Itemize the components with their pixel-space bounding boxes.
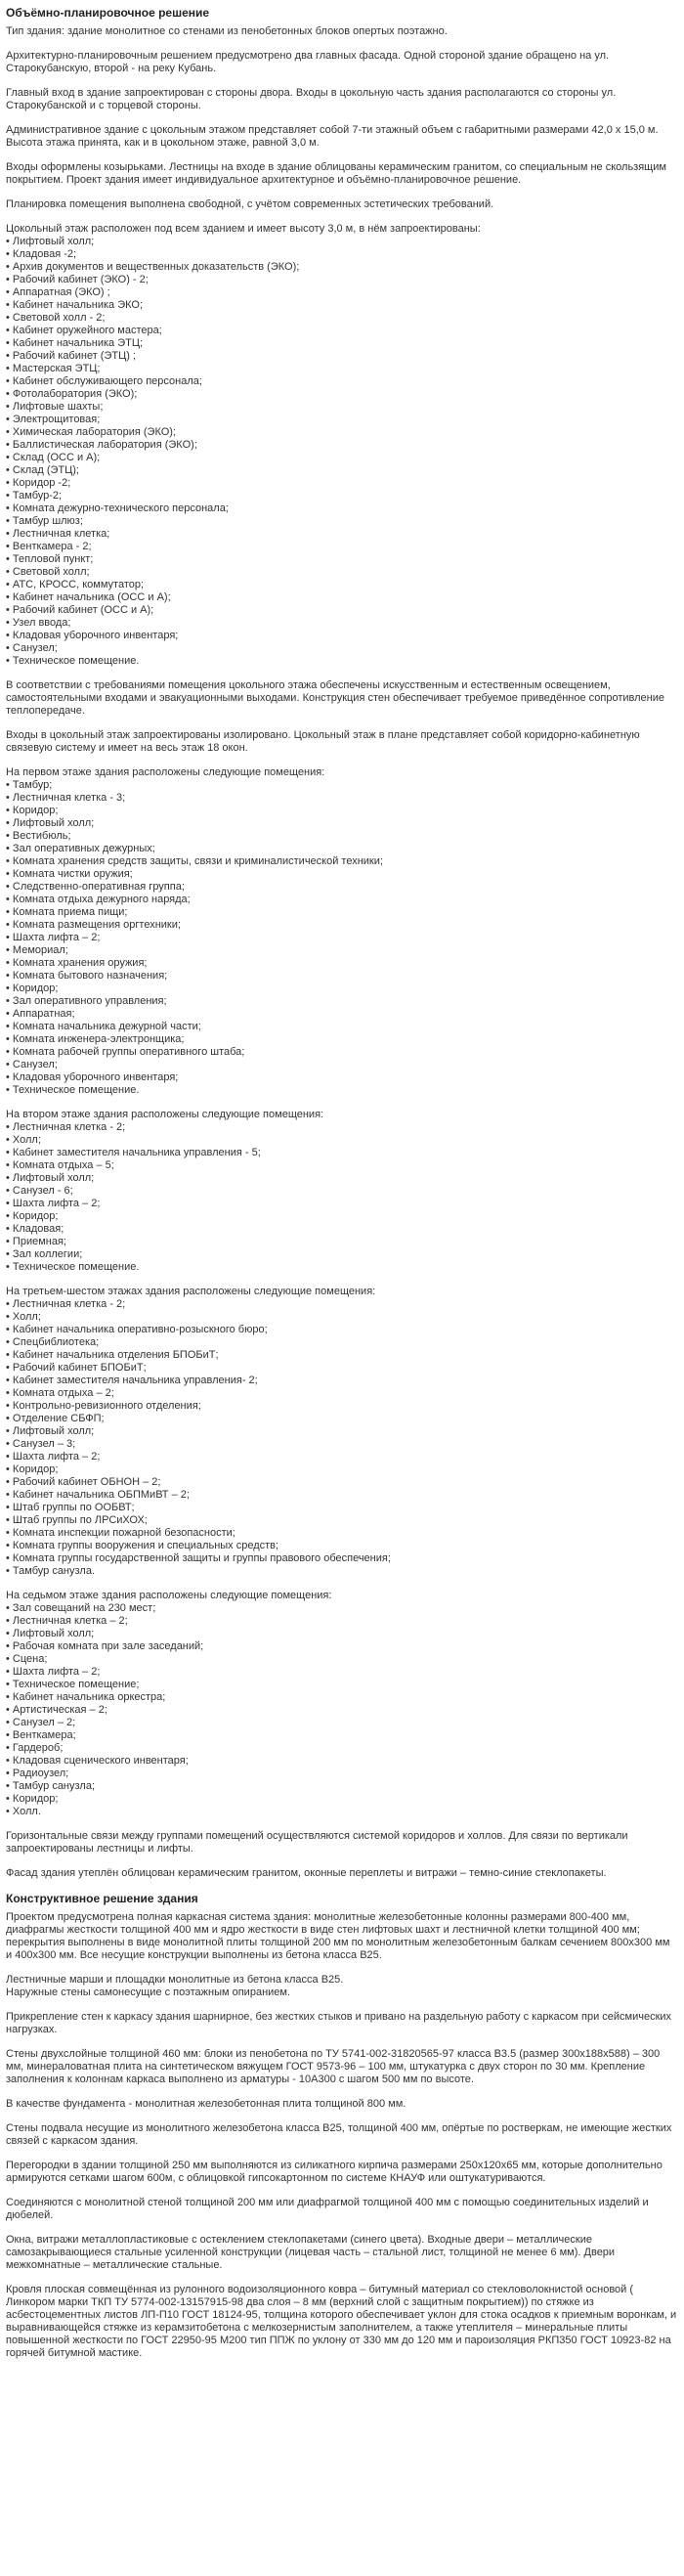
list-item: • Световой холл; — [6, 566, 678, 579]
floor3-6-room-list — [6, 1298, 678, 1578]
paragraph: Лестничные марши и площадки монолитные из бетона класса B25. Наружные стены самонесущие с поэтажным опиранием. — [6, 1974, 344, 1998]
paragraph: Входы оформлены козырьками. Лестницы на входе в здание облицованы керамическим гранитом, со специальным не скользящим покрытием. Проект здания имеет индивидуальное архитектурное и объёмно-планировочное решение. — [6, 161, 666, 186]
list-item: • Лифтовый холл; — [6, 236, 678, 248]
list-item: • Кладовая сценического инвентаря; — [6, 1755, 678, 1768]
list-item: • Комната инженера-электронщика; — [6, 1033, 678, 1046]
list-item: • Штаб группы по ООБВТ; — [6, 1502, 678, 1514]
basement-room-list — [6, 236, 678, 668]
list-item: • Кабинет заместителя начальника управления - 5; — [6, 1147, 678, 1159]
paragraph: Прикрепление стен к каркасу здания шарнирное, без жестких стыков и привано на раздельную работу с каркасом при сейсмических нагрузках. — [6, 2011, 672, 2035]
list-item: • Мастерская ЭТЦ; — [6, 363, 678, 375]
paragraph: В качестве фундамента - монолитная железобетонная плита толщиной 800 мм. — [6, 2098, 406, 2110]
list-item: • Санузел - 6; — [6, 1185, 678, 1198]
list-item: • Кабинет оружейного мастера; — [6, 325, 678, 337]
list-item: • Лестничная клетка - 2; — [6, 1121, 678, 1134]
list-item: • Тамбур шлюз; — [6, 515, 678, 528]
list-item: • Рабочий кабинет (ЭКО) - 2; — [6, 274, 678, 286]
list-item: • Лифтовый холл; — [6, 1425, 678, 1438]
list-item: • Следственно-оперативная группа; — [6, 881, 678, 894]
list-item: • Тамбур-2; — [6, 490, 678, 502]
list-item: • Зал коллегии; — [6, 1248, 678, 1261]
floor7-room-list — [6, 1602, 678, 1818]
list-item: • Тепловой пункт; — [6, 553, 678, 566]
list-item: • Сцена; — [6, 1653, 678, 1666]
list-item: • Аппаратная (ЭКО) ; — [6, 286, 678, 299]
list-item: • Тамбур санузла; — [6, 1780, 678, 1793]
paragraph: Главный вход в здание запроектирован с стороны двора. Входы в цокольную часть здания располагаются со стороны ул. Старокубанской и с торцевой стороны. — [6, 87, 617, 111]
list-item: • Комната размещения оргтехники; — [6, 919, 678, 932]
list-item: • Аппаратная; — [6, 1008, 678, 1021]
list-item: • Лестничная клетка; — [6, 528, 678, 541]
list-item: • Комната группы вооружения и специальных средств; — [6, 1540, 678, 1552]
list-item: • Техническое помещение. — [6, 655, 678, 668]
list-item: • Узел ввода; — [6, 617, 678, 630]
list-item: • Зал совещаний на 230 мест; — [6, 1602, 678, 1615]
list-item: • Световой холл - 2; — [6, 312, 678, 325]
list-item: • Коридор; — [6, 805, 678, 817]
list-item: • Коридор; — [6, 982, 678, 995]
list-item: • Шахта лифта – 2; — [6, 932, 678, 944]
list-item: • Венткамера - 2; — [6, 541, 678, 553]
list-item: • Лифтовый холл; — [6, 1172, 678, 1185]
paragraph: В соответствии с требованиями помещения цокольного этажа обеспечены искусственным и естественным освещением, самостоятельными входами и эвакуационными выходами. Конструкция стен обеспечивает требуемое приведённое сопротивление теплопередаче. — [6, 679, 664, 717]
list-item: • Контрольно-ревизионного отделения; — [6, 1400, 678, 1413]
paragraph: Стены двухслойные толщиной 460 мм: блоки из пенобетона по ТУ 5741-002-31820565-97 класса B3.5 (размер 300х188х588) – 300 мм, минераловатная плита на синтетическом вяжущем ГОСТ 9573-96 – 100 мм, штукатурка с двух сторон по 30 мм. Крепление заполнения к колоннам каркаса выполнено из арматуры - 10А300 с шагом 500 мм по высоте. — [6, 2048, 661, 2085]
paragraph: Соединяются с монолитной стеной толщиной 200 мм или диафрагмой толщиной 400 мм с помощью соединительных изделий и дюбелей. — [6, 2197, 649, 2221]
list-item: • Кабинет заместителя начальника управления- 2; — [6, 1375, 678, 1387]
list-item: • Комната отдыха дежурного наряда; — [6, 894, 678, 906]
list-item: • Комната хранения средств защиты, связи и криминалистической техники; — [6, 855, 678, 868]
paragraph: Стены подвала несущие из монолитного железобетона класса B25, толщиной 400 мм, опёртые по ростверкам, не имеющие жестких связей с каркасом здания. — [6, 2122, 672, 2147]
list-item: • Шахта лифта – 2; — [6, 1198, 678, 1210]
list-item: • Кабинет обслуживающего персонала; — [6, 375, 678, 388]
list-item: • Склад (ОСС и А); — [6, 452, 678, 464]
list-item: • Коридор; — [6, 1793, 678, 1806]
list-item: • Приемная; — [6, 1236, 678, 1248]
list-item: • Химическая лаборатория (ЭКО); — [6, 426, 678, 439]
paragraph: Планировка помещения выполнена свободной, с учётом современных эстетических требований. — [6, 198, 494, 210]
paragraph: Горизонтальные связи между группами помещений осуществляются системой коридоров и холлов. Для связи по вертикали запроектированы лестницы и лифты. — [6, 1830, 628, 1855]
list-item: • Техническое помещение. — [6, 1261, 678, 1274]
list-item: • Лестничная клетка - 3; — [6, 792, 678, 805]
list-item: • Кабинет начальника оперативно-розыскного бюро; — [6, 1324, 678, 1336]
list-item: • Радиоузел; — [6, 1768, 678, 1780]
list-item: • Тамбур санузла. — [6, 1565, 678, 1578]
list-item: • Спецбиблиотека; — [6, 1336, 678, 1349]
paragraph: Проектом предусмотрена полная каркасная система здания: монолитные железобетонные колонны размерами 800-400 мм, диафрагмы жесткости толщиной 400 мм и ядро жесткости в виде стен лифтовых шахт и лестничной клетки толщиной 400 мм; перекрытия выполнены в виде монолитной плиты толщиной 200 мм по монолитным железобетонным балкам сечением 800х300 мм и 400х300 мм. Все несущие конструкции выполнены из бетона класса B25. — [6, 1911, 670, 1961]
list-item: • Кладовая уборочного инвентаря; — [6, 630, 678, 642]
list-item: • Шахта лифта – 2; — [6, 1666, 678, 1679]
list-item: • Лифтовый холл; — [6, 817, 678, 830]
list-item: • Комната дежурно-технического персонала; — [6, 502, 678, 515]
section-title-layout: Объёмно-планировочное решение — [6, 6, 210, 20]
paragraph: Архитектурно-планировочным решением предусмотрено два главных фасада. Одной стороной здание обращено на ул. Старокубанскую, второй - на реку Кубань. — [6, 50, 610, 74]
list-item: • Техническое помещение. — [6, 1084, 678, 1097]
list-item: • Комната приема пищи; — [6, 906, 678, 919]
list-item: • АТС, КРОСС, коммутатор; — [6, 579, 678, 591]
list-item: • Зал оперативных дежурных; — [6, 843, 678, 855]
list-item: • Отделение СБФП; — [6, 1413, 678, 1425]
list-item: • Кабинет начальника (ОСС и А); — [6, 591, 678, 604]
list-item: • Шахта лифта – 2; — [6, 1451, 678, 1463]
list-item: • Венткамера; — [6, 1729, 678, 1742]
list-intro: На третьем-шестом этажах здания расположены следующие помещения: — [6, 1286, 376, 1297]
list-item: • Мемориал; — [6, 944, 678, 957]
paragraph: Кровля плоская совмещённая из рулонного водоизоляционного ковра – битумный материал со стекловолокнистой основой ( Линкором марки ТКП ТУ 5774-002-13157915-98 два слоя – 8 мм (верхний слой с защитным покрытием)) по стяжке из асбестоцементных листов ЛП-П10 ГОСТ 18124-95, толщина которого обеспечивает уклон для стока осадков к приемным воронкам, и выравнивающейся стяжке из керамзитобетона с мелкозернистым заполнителем, а также утеплителя – минеральные плиты повышенной жесткости по ГОСТ 22950-95 М200 тип ППЖ по уклону от 330 мм до 120 мм и пароизоляция РКП350 ГОСТ 10923-82 на горячей битумной мастике. — [6, 2284, 677, 2359]
list-item: • Лифтовые шахты; — [6, 401, 678, 414]
list-item: • Коридор; — [6, 1210, 678, 1223]
list-item: • Штаб группы по ЛРСиХОХ; — [6, 1514, 678, 1527]
list-item: • Комната чистки оружия; — [6, 868, 678, 881]
list-item: • Фотолаборатория (ЭКО); — [6, 388, 678, 401]
list-item: • Холл; — [6, 1134, 678, 1147]
list-item: • Вестибюль; — [6, 830, 678, 843]
list-item: • Коридор; — [6, 1463, 678, 1476]
floor2-room-list — [6, 1121, 678, 1274]
list-item: • Тамбур; — [6, 779, 678, 792]
list-item: • Комната отдыха – 2; — [6, 1387, 678, 1400]
list-item: • Лестничная клетка – 2; — [6, 1615, 678, 1628]
list-item: • Комната хранения оружия; — [6, 957, 678, 970]
list-item: • Комната начальника дежурной части; — [6, 1021, 678, 1033]
list-intro: На первом этаже здания расположены следующие помещения: — [6, 766, 325, 778]
paragraph: Фасад здания утеплён облицован керамическим гранитом, оконные переплеты и витражи – темно-синие стеклопакеты. — [6, 1867, 607, 1879]
list-item: • Гардероб; — [6, 1742, 678, 1755]
list-item: • Кабинет начальника ЭКО; — [6, 299, 678, 312]
list-item: • Рабочий кабинет (ОСС и А); — [6, 604, 678, 617]
list-item: • Кабинет начальника ОБПМиВТ – 2; — [6, 1489, 678, 1502]
section-title-structure: Конструктивное решение здания — [6, 1892, 198, 1905]
list-item: • Комната инспекции пожарной безопасности; — [6, 1527, 678, 1540]
list-intro: Цокольный этаж расположен под всем зданием и имеет высоту 3,0 м, в нём запроектированы: — [6, 223, 481, 235]
list-item: • Лестничная клетка - 2; — [6, 1298, 678, 1311]
list-item: • Санузел; — [6, 642, 678, 655]
list-item: • Холл; — [6, 1311, 678, 1324]
list-item: • Артистическая – 2; — [6, 1704, 678, 1717]
list-item: • Кладовая -2; — [6, 248, 678, 261]
list-item: • Санузел – 2; — [6, 1717, 678, 1729]
list-item: • Комната отдыха – 5; — [6, 1159, 678, 1172]
list-item: • Техническое помещение; — [6, 1679, 678, 1691]
paragraph: Перегородки в здании толщиной 250 мм выполняются из силикатного кирпича размерами 250х120х65 мм, которые дополнительно армируются сетками шагом 600м, с облицовкой гипсокартонном по системе КНАУФ или оштукатуриваются. — [6, 2160, 663, 2184]
list-intro: На седьмом этаже здания расположены следующие помещения: — [6, 1590, 332, 1601]
paragraph: Окна, витражи металлопластиковые с остеклением стеклопакетами (синего цвета). Входные двери – металлические самозакрывающиеся стальные усиленной конструкции (лицевая часть – стальной лист, толщиной не менее 6 мм). Двери межкомнатные – металлические стальные. — [6, 2234, 616, 2271]
list-item: • Рабочий кабинет (ЭТЦ) ; — [6, 350, 678, 363]
paragraph: Административное здание с цокольным этажом представляет собой 7-ти этажный объем с габаритными размерами 42,0 х 15,0 м. Высота этажа принята, как и в цокольном этаже, равной 3,0 м. — [6, 124, 659, 149]
list-item: • Кладовая уборочного инвентаря; — [6, 1071, 678, 1084]
list-item: • Рабочий кабинет БПОБиТ; — [6, 1362, 678, 1375]
list-item: • Архив документов и вещественных доказательств (ЭКО); — [6, 261, 678, 274]
list-item: • Кладовая; — [6, 1223, 678, 1236]
list-item: • Лифтовый холл; — [6, 1628, 678, 1640]
floor1-room-list — [6, 779, 678, 1097]
list-item: • Санузел – 3; — [6, 1438, 678, 1451]
list-item: • Рабочий кабинет ОБНОН – 2; — [6, 1476, 678, 1489]
list-item: • Кабинет начальника оркестра; — [6, 1691, 678, 1704]
paragraph: Входы в цокольный этаж запроектированы изолировано. Цокольный этаж в плане представляет собой коридорно-кабинетную связевую систему и имеет на весь этаж 18 окон. — [6, 729, 640, 754]
list-item: • Баллистическая лаборатория (ЭКО); — [6, 439, 678, 452]
list-item: • Кабинет начальника отделения БПОБиТ; — [6, 1349, 678, 1362]
paragraph: Тип здания: здание монолитное со стенами из пенобетонных блоков опертых поэтажно. — [6, 25, 448, 37]
list-item: • Санузел; — [6, 1059, 678, 1071]
list-item: • Коридор -2; — [6, 477, 678, 490]
list-intro: На втором этаже здания расположены следующие помещения: — [6, 1109, 324, 1120]
list-item: • Комната рабочей группы оперативного штаба; — [6, 1046, 678, 1059]
list-item: • Комната группы государственной защиты и группы правового обеспечения; — [6, 1552, 678, 1565]
list-item: • Комната бытового назначения; — [6, 970, 678, 982]
list-item: • Зал оперативного управления; — [6, 995, 678, 1008]
list-item: • Рабочая комната при зале заседаний; — [6, 1640, 678, 1653]
list-item: • Кабинет начальника ЭТЦ; — [6, 337, 678, 350]
list-item: • Электрощитовая; — [6, 414, 678, 426]
list-item: • Холл. — [6, 1806, 678, 1818]
list-item: • Склад (ЭТЦ); — [6, 464, 678, 477]
